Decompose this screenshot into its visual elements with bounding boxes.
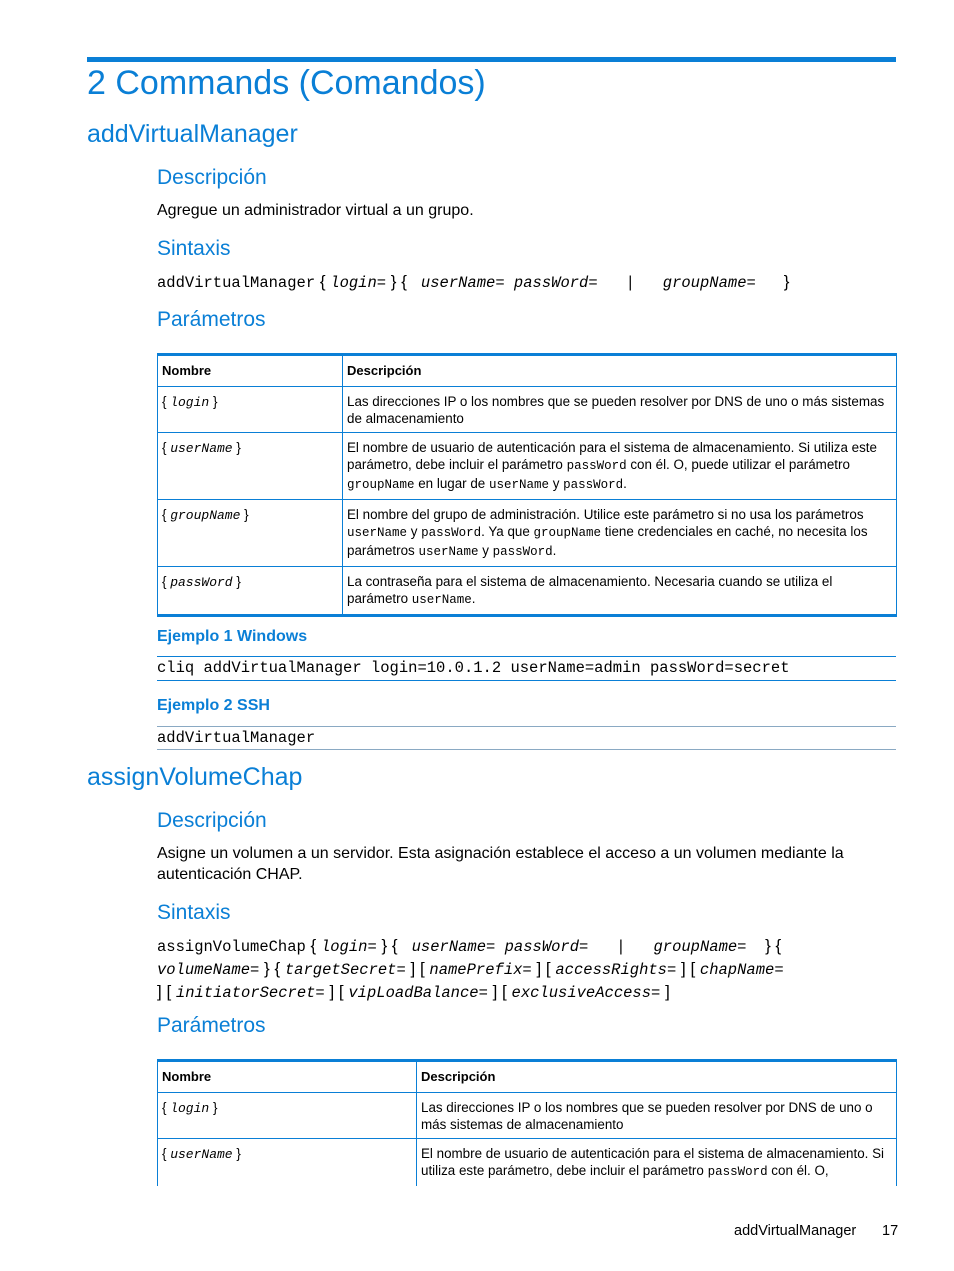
syntax-heading: Sintaxis [157, 237, 231, 260]
syntax-heading: Sintaxis [157, 901, 231, 924]
param-name: { userName } [158, 433, 343, 500]
params-heading: Parámetros [157, 1014, 266, 1037]
param-description: El nombre de usuario de autenticación para el sistema de almacenamiento. Si utiliza este parámetro, debe incluir el parámetro passWord con él. O, [417, 1139, 897, 1187]
table-row [158, 567, 897, 616]
section-title-assignvolumechap: assignVolumeChap [87, 763, 303, 791]
syntax-line: addVirtualManager { login= } { userName= passWord= | groupName= } [157, 272, 790, 292]
table-header-row [158, 355, 897, 387]
chapter-rule [87, 57, 896, 62]
param-name: { passWord } [158, 567, 343, 616]
param-description: La contraseña para el sistema de almacenamiento. Necesaria cuando se utiliza el parámetro userName. [343, 567, 897, 616]
param-name: { userName } [158, 1139, 417, 1187]
example-2-label: Ejemplo 2 SSH [157, 697, 270, 714]
description-heading: Descripción [157, 166, 267, 189]
table-row [158, 1139, 897, 1187]
table-row [158, 500, 897, 567]
param-name: { login } [158, 1093, 417, 1139]
footer-section-name: addVirtualManager [734, 1223, 857, 1239]
param-description: Las direcciones IP o los nombres que se pueden resolver por DNS de uno o más sistemas de almacenamiento [343, 387, 897, 433]
example-2-code: addVirtualManager [157, 726, 896, 750]
example-1-code: cliq addVirtualManager login=10.0.1.2 userName=admin passWord=secret [157, 656, 896, 681]
syntax-block: assignVolumeChap { login= } { userName= passWord= | groupName= } { volumeName= } { targetSecret= ] [ namePrefix= ] [ accessRights= ] [ chapName= ] [ initiatorSecret= ] [ vipLoadBalance= ] [ exclusiveAccess= ] [157, 936, 784, 1002]
params-table [157, 353, 897, 617]
param-description: El nombre del grupo de administración. Utilice este parámetro si no usa los parámetros userName y passWord. Ya que groupName tiene credenciales en caché, no necesita los parámetros userName y passWord. [343, 500, 897, 567]
param-name: { groupName } [158, 500, 343, 567]
chapter-title: 2 Commands (Comandos) [87, 64, 486, 102]
column-header-name: Nombre [158, 355, 343, 387]
table-row [158, 1093, 897, 1139]
description-heading: Descripción [157, 809, 267, 832]
section-title-addvirtualmanager: addVirtualManager [87, 120, 298, 148]
table-row [158, 387, 897, 433]
description-text: Agregue un administrador virtual a un grupo. [157, 202, 474, 219]
column-header-description: Descripción [417, 1061, 897, 1093]
params-table [157, 1059, 897, 1186]
param-name: { login } [158, 387, 343, 433]
description-text: Asigne un volumen a un servidor. Esta asignación establece el acceso a un volumen mediante la autenticación CHAP. [157, 845, 844, 883]
column-header-description: Descripción [343, 355, 897, 387]
param-description: Las direcciones IP o los nombres que se pueden resolver por DNS de uno o más sistemas de almacenamiento [417, 1093, 897, 1139]
column-header-name: Nombre [158, 1061, 417, 1093]
example-1-label: Ejemplo 1 Windows [157, 628, 308, 645]
param-description: El nombre de usuario de autenticación para el sistema de almacenamiento. Si utiliza este parámetro, debe incluir el parámetro passWord con él. O, puede utilizar el parámetro groupName en lugar de userName y passWord. [343, 433, 897, 500]
table-header-row [158, 1061, 897, 1093]
params-heading: Parámetros [157, 308, 266, 331]
footer-page-number: 17 [882, 1223, 899, 1239]
table-row [158, 433, 897, 500]
